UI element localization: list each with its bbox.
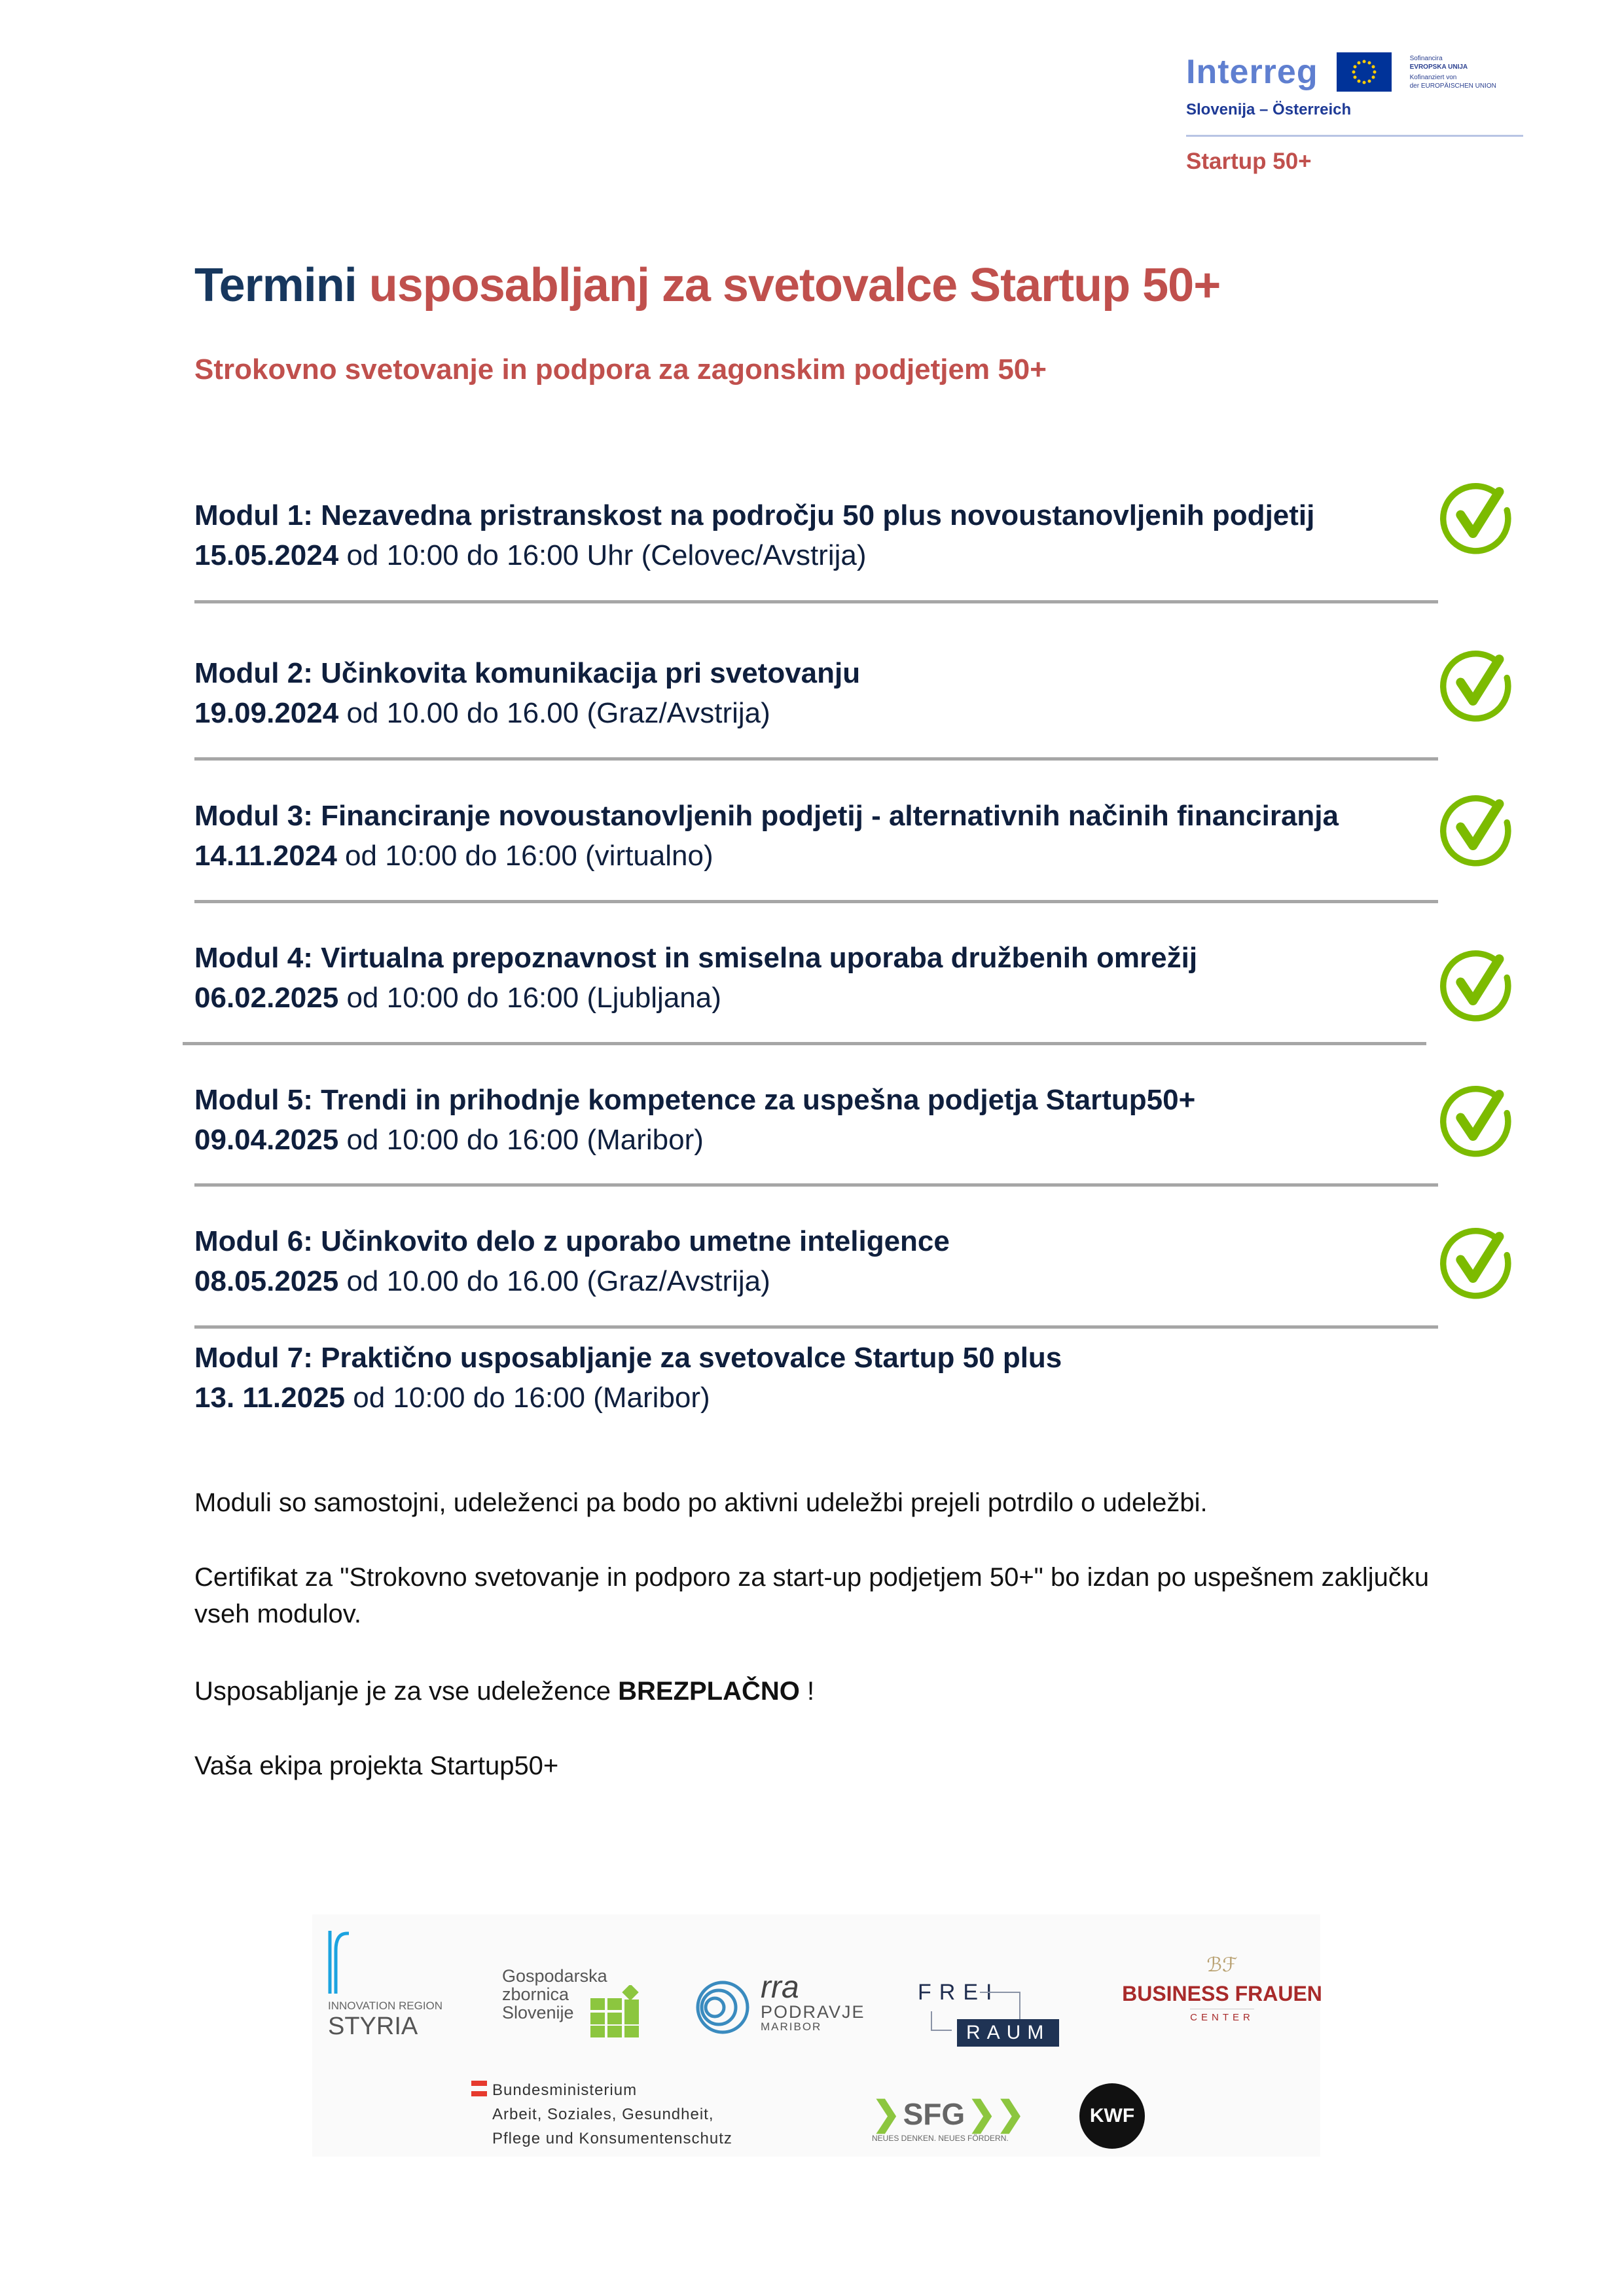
module-schedule (194, 978, 1197, 1018)
module-date: 19.09.2024 (194, 697, 339, 729)
region-label: Slovenija – Österreich (1186, 101, 1352, 118)
bf-text: BUSINESS FRAUEN (1122, 1982, 1322, 2005)
module-date: 15.05.2024 (194, 539, 339, 571)
title-part-1: Termini (194, 259, 357, 312)
header-divider (1186, 135, 1523, 137)
austria-flag-icon (471, 2081, 487, 2096)
checkmark-icon (1437, 790, 1515, 867)
module-details: od 10:00 do 16:00 (Ljubljana) (338, 982, 721, 1014)
module-title: Modul 4: Virtualna prepoznavnost in smiselna uporaba družbenih omrežij (194, 942, 1198, 974)
module-details: od 10.00 do 16.00 (Graz/Avstrija) (338, 697, 770, 729)
partner-logos (312, 1914, 1320, 2157)
gzs-logo (502, 1967, 607, 2022)
module-item (194, 496, 1314, 576)
module-schedule (194, 1378, 1062, 1418)
rra-text: PODRAVJE (761, 2002, 865, 2022)
module-title: Modul 7: Praktično usposabljanje za svetovalce Startup 50 plus (194, 1342, 1062, 1374)
checkmark-icon (1437, 945, 1515, 1022)
bmask-logo (492, 2078, 732, 2151)
module-schedule (194, 535, 1314, 576)
module-schedule (194, 1120, 1195, 1160)
paragraph-free (194, 1673, 1438, 1710)
bf-text: CENTER (1190, 2009, 1254, 2023)
free-text-end: ! (799, 1677, 815, 1706)
styria-logo (328, 1931, 442, 2041)
gzs-text: zbornica (502, 1984, 569, 2004)
module-date: 09.04.2025 (194, 1124, 339, 1156)
module-date: 06.02.2025 (194, 982, 339, 1014)
rra-logo (695, 1970, 865, 2039)
interreg-brand: Interreg (1186, 53, 1318, 91)
bm-text: Arbeit, Soziales, Gesundheit, (492, 2106, 714, 2123)
module-title: Modul 2: Učinkovita komunikacija pri svetovanju (194, 657, 861, 689)
rra-circles-icon (695, 1980, 751, 2036)
sfg-tagline: NEUES DENKEN. NEUES FÖRDERN. (872, 2134, 1009, 2143)
checkmark-icon (1437, 1081, 1515, 1158)
module-details: od 10.00 do 16.00 (Graz/Avstrija) (338, 1265, 770, 1297)
page-subtitle: Strokovno svetovanje in podpora za zagonskim podjetjem 50+ (194, 353, 1047, 386)
module-schedule (194, 1261, 950, 1302)
project-label: Startup 50+ (1186, 149, 1312, 174)
frei-line (980, 1992, 1020, 2019)
paragraph-certificate: Certifikat za "Strokovno svetovanje in podporo za start-up podjetjem 50+" bo izdan po uspešnem zaključku vseh modulov. (194, 1563, 1430, 1628)
module-divider (194, 600, 1438, 603)
gzs-grid-icon (590, 1985, 643, 2037)
module-item (194, 654, 860, 734)
innovation-region-icon (328, 1931, 349, 1994)
module-item (194, 939, 1197, 1018)
checkmark-icon (1437, 478, 1515, 555)
sfg-chevron-icon: ❯ (872, 2095, 901, 2133)
frei-text: FREI (918, 1980, 1000, 2005)
kwf-text: KWF (1089, 2105, 1135, 2126)
bm-text: Pflege und Konsumentenschutz (492, 2130, 732, 2147)
eu-text: EVROPSKA UNIJA (1409, 63, 1468, 71)
raum-line (931, 2011, 952, 2031)
module-item (194, 1081, 1195, 1160)
paragraph-signature: Vaša ekipa projekta Startup50+ (194, 1751, 559, 1780)
free-text: Usposabljanje je za vse udeležence (194, 1677, 619, 1706)
business-frauen-logo (1121, 1954, 1324, 2024)
eu-text: Kofinanziert von (1409, 73, 1457, 81)
title-part-2: usposabljanj za svetovalce Startup 50+ (369, 259, 1221, 312)
module-title: Modul 6: Učinkovito delo z uporabo umetne inteligence (194, 1225, 950, 1257)
module-title: Modul 3: Financiranje novoustanovljenih podjetij - alternativnih načinih financiranja (194, 800, 1339, 832)
raum-text: RAUM (957, 2019, 1059, 2047)
sfg-double-chevron-icon: ❯❯ (967, 2095, 1025, 2133)
checkmark-icon (1437, 1223, 1515, 1300)
module-item (194, 1222, 950, 1302)
sfg-logo (872, 2094, 1024, 2143)
module-item (194, 797, 1339, 876)
eu-flag-icon (1337, 52, 1392, 92)
kwf-logo (1079, 2083, 1145, 2149)
module-schedule (194, 836, 1339, 876)
module-divider (194, 757, 1438, 761)
interreg-logo (1186, 52, 1533, 175)
module-date: 13. 11.2025 (194, 1382, 346, 1414)
checkmark-icon (1437, 645, 1515, 723)
module-details: od 10:00 do 16:00 (virtualno) (336, 840, 713, 872)
module-details: od 10:00 do 16:00 (Maribor) (338, 1124, 704, 1156)
module-title: Modul 5: Trendi in prihodnje kompetence za uspešna podjetja Startup50+ (194, 1084, 1196, 1116)
rra-text: MARIBOR (761, 2020, 822, 2033)
module-divider (183, 1042, 1426, 1045)
module-item (194, 1338, 1062, 1418)
bm-text: Bundesministerium (492, 2081, 638, 2099)
eu-text: Sofinancira (1409, 54, 1443, 62)
eu-text: der EUROPÄISCHEN UNION (1409, 82, 1496, 90)
module-divider (194, 900, 1438, 903)
gzs-text: Slovenije (502, 2003, 574, 2022)
module-divider (194, 1325, 1438, 1329)
page-title (194, 259, 1220, 312)
paragraph-modules: Moduli so samostojni, udeleženci pa bodo po aktivni udeležbi prejeli potrdilo o udeležbi. (194, 1488, 1208, 1517)
module-schedule (194, 693, 860, 734)
module-divider (194, 1183, 1438, 1187)
module-details: od 10:00 do 16:00 (Maribor) (345, 1382, 710, 1414)
sfg-text: SFG (903, 2097, 965, 2131)
module-date: 14.11.2024 (194, 840, 337, 872)
freiraum-logo (918, 1980, 1051, 2043)
rra-text: rra (761, 1970, 799, 2005)
bf-monogram-icon: ℬℱ (1206, 1954, 1238, 1976)
module-date: 08.05.2025 (194, 1265, 339, 1297)
free-emphasis: BREZPLAČNO (618, 1677, 800, 1706)
gzs-text: Gospodarska (502, 1966, 607, 1986)
module-title: Modul 1: Nezavedna pristranskost na področju 50 plus novoustanovljenih podjetij (194, 499, 1315, 531)
module-details: od 10:00 do 16:00 Uhr (Celovec/Avstrija) (338, 539, 867, 571)
styria-text: INNOVATION REGION (328, 2000, 443, 2012)
styria-text: STYRIA (328, 2013, 418, 2040)
